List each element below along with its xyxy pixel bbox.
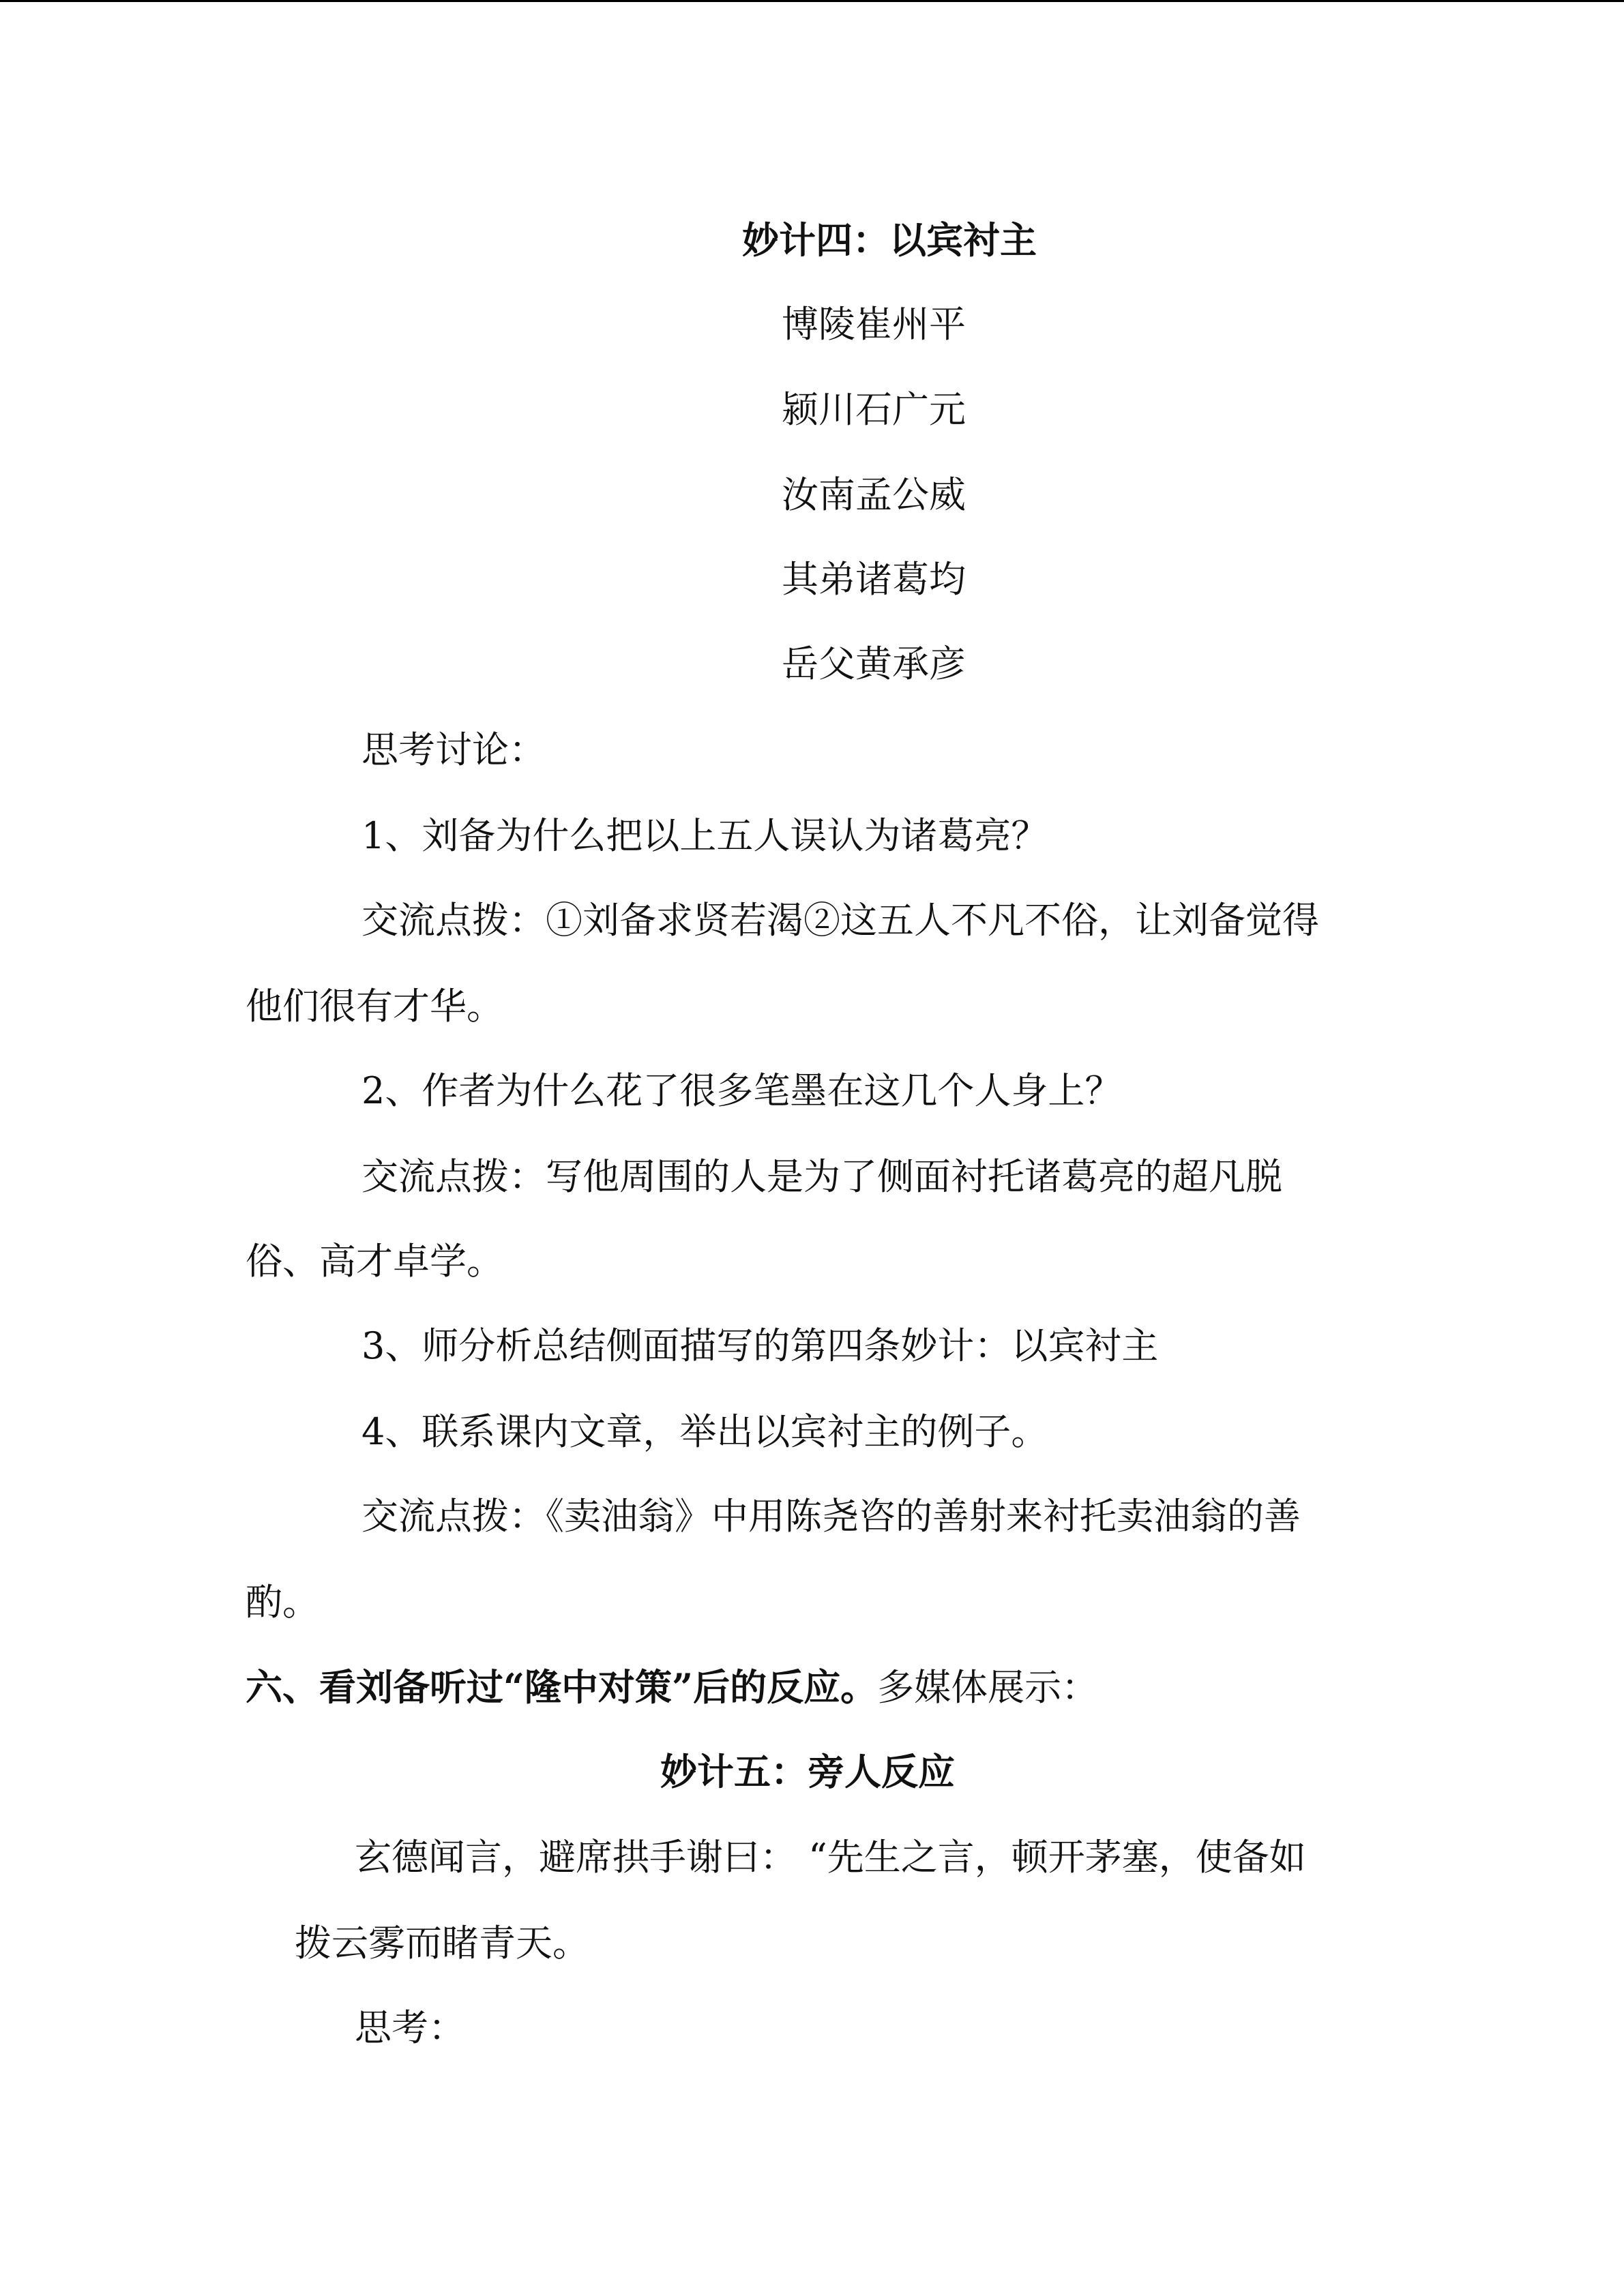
name-line-1: 博陵崔州平 (782, 303, 966, 346)
question-3: 3、师分析总结侧面描写的第四条妙计：以宾衬主 (361, 1324, 1159, 1367)
section-six-heading (246, 1663, 1098, 1712)
heading-trick-four: 妙计四：以宾衬主 (742, 218, 1037, 262)
question-2: 2、作者为什么花了很多笔墨在这几个人身上？ (361, 1069, 1122, 1112)
section-six-note: 多媒体展示： (877, 1666, 1099, 1709)
quote-line-1: 玄德闻言，避席拱手谢曰： “先生之言，顿开茅塞，使备如 (355, 1836, 1306, 1879)
answer-4-line-2: 酌。 (246, 1581, 319, 1624)
question-4: 4、联系课内文章，举出以宾衬主的例子。 (361, 1410, 1048, 1453)
answer-1-line-2: 他们很有才华。 (246, 985, 503, 1028)
page-top-border (0, 0, 1624, 2)
name-line-4: 其弟诸葛均 (782, 558, 966, 601)
heading-trick-five: 妙计五：旁人反应 (660, 1750, 955, 1793)
discussion-label: 思考讨论： (361, 728, 546, 771)
answer-4-line-1: 交流点拨：《卖油翁》中用陈尧咨的善射来衬托卖油翁的善 (361, 1495, 1301, 1538)
name-line-3: 汝南孟公威 (782, 473, 966, 516)
answer-1-line-1: 交流点拨：①刘备求贤若渴②这五人不凡不俗，让刘备觉得 (361, 899, 1319, 942)
answer-2-line-1: 交流点拨：写他周围的人是为了侧面衬托诸葛亮的超凡脱 (361, 1155, 1282, 1198)
think-label: 思考： (355, 2006, 465, 2049)
section-six-title: 六、看刘备听过“隆中对策”后的反应。 (246, 1665, 878, 1709)
quote-line-2: 拨云雾而睹青天。 (295, 1922, 589, 1965)
name-line-2: 颍川石广元 (782, 388, 966, 431)
answer-2-line-2: 俗、高才卓学。 (246, 1240, 503, 1283)
name-line-5: 岳父黄承彦 (782, 642, 966, 685)
question-1: 1、刘备为什么把以上五人误认为诸葛亮？ (361, 814, 1048, 857)
